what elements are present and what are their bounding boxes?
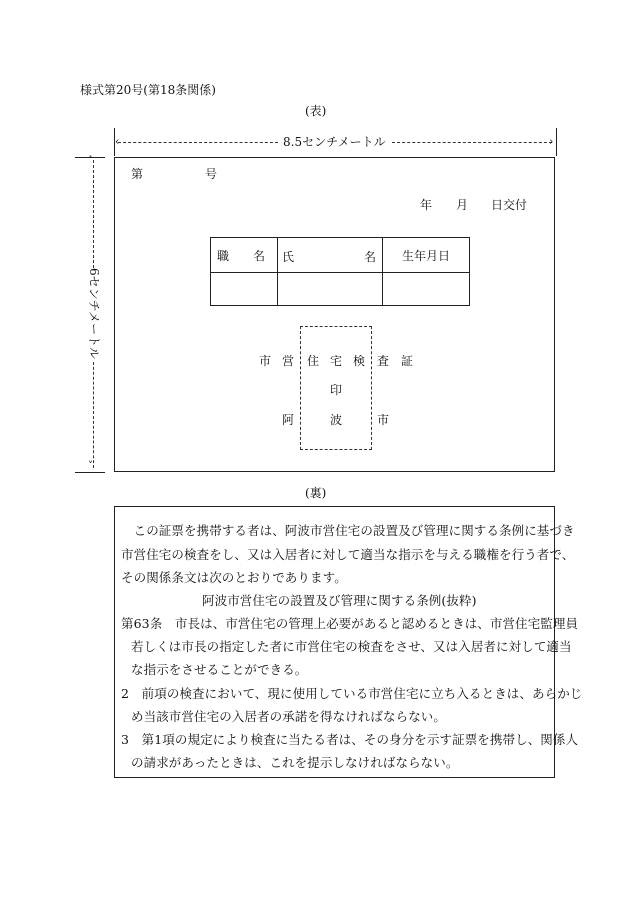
back-line-6: 若しくは市長の指定した者に市営住宅の検査をさせ、又は入居者に対して適当 [131, 639, 572, 654]
arrow-down-icon: ˅ [88, 461, 93, 472]
table-header-row [211, 238, 470, 273]
date-month: 月 [456, 198, 469, 212]
back-line-5: 第63条 市長は、市営住宅の管理上必要があると認めるときは、市営住宅監理員 [121, 616, 579, 631]
number-prefix: 第 [131, 167, 144, 181]
height-label: 6センチメートル [87, 268, 101, 360]
back-line-9: め当該市営住宅の入居者の承諾を得なければならない。 [131, 709, 447, 724]
form-number: 様式第20号(第18条関係) [80, 83, 216, 97]
back-line-2: 市営住宅の検査をし、又は入居者に対して適当な指示を与える職権を行う者で、 [121, 547, 575, 562]
date-year: 年 [420, 198, 433, 212]
back-line-10: 3 第1項の規定により検査に当たる者は、その身分を示す証票を携帯し、関係人 [121, 732, 579, 747]
seal-mark: 印 [330, 383, 343, 397]
holder-info-table [210, 237, 470, 306]
front-label: (表) [305, 104, 327, 118]
date-issued: 日交付 [491, 198, 528, 212]
back-line-8: 2 前項の検査において、現に使用している市営住宅に立ち入るときは、あらかじ [121, 686, 583, 701]
arrow-up-icon: ˄ [88, 156, 93, 167]
back-label: (裏) [305, 486, 327, 500]
back-line-7: な指示をさせることができる。 [131, 662, 308, 677]
width-label: 8.5センチメートル [283, 135, 386, 149]
back-line-11: の請求があったときは、これを提示しなければならない。 [131, 755, 459, 770]
header-cell-title: 職 名 [211, 238, 278, 273]
back-line-1: この証票を携帯する者は、阿波市営住宅の設置及び管理に関する条例に基づき [121, 523, 575, 538]
header-cell-name: 氏 名 [278, 238, 383, 273]
back-line-heading: 阿波市営住宅の設置及び管理に関する条例(抜粋) [202, 593, 477, 608]
back-line-3: その関係条文は次のとおりであります。 [121, 570, 347, 585]
number-suffix: 号 [205, 167, 218, 181]
arrow-right-icon: › [549, 135, 554, 148]
cell-birthdate [383, 273, 470, 306]
cell-title [211, 273, 278, 306]
header-cell-birthdate: 生年月日 [383, 238, 470, 273]
table-row [211, 273, 470, 306]
cell-name [278, 273, 383, 306]
arrow-left-icon: ‹ [115, 135, 120, 148]
